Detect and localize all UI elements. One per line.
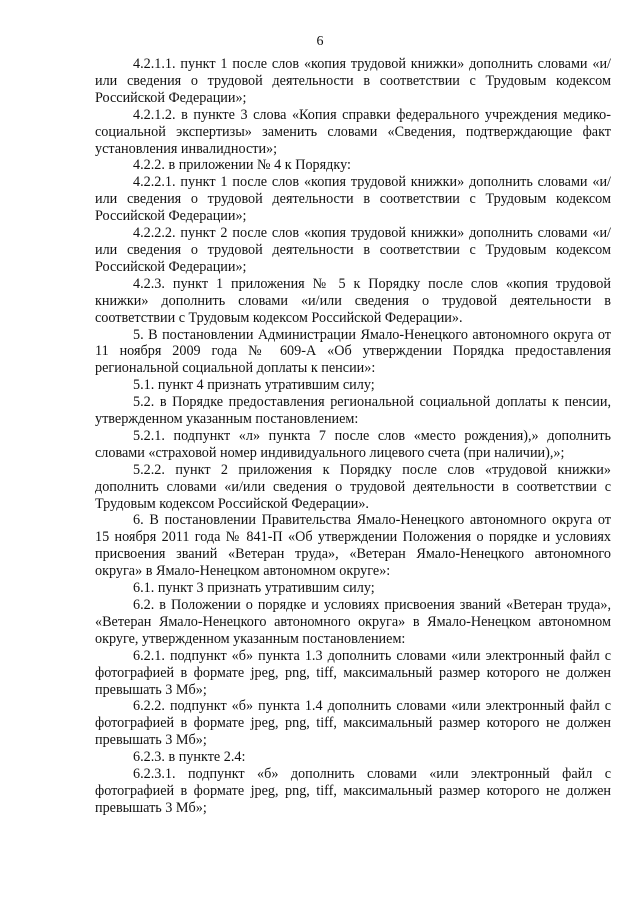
paragraph-5-2-2: 5.2.2. пункт 2 приложения к Порядку после слов «трудовой книжки» дополнить словами «и/или сведения о трудовой деятельности в соответствии с Трудовым кодексом Российской Федерации». <box>95 461 611 512</box>
paragraph-6-2-3-1: 6.2.3.1. подпункт «б» дополнить словами «или электронный файл с фотографией в формате jpeg, png, tiff, максимальный размер которого не должен превышать 3 Мб»; <box>95 766 611 816</box>
paragraph-6-2-3: 6.2.3. в пункте 2.4: <box>133 749 246 766</box>
paragraph-4-2-2-2: 4.2.2.2. пункт 2 после слов «копия трудовой книжки» дополнить словами «и/или сведения о трудовой деятельности в соответствии с Трудовым кодексом Российской Федерации»; <box>95 225 611 275</box>
paragraph-6-2-1: 6.2.1. подпункт «б» пункта 1.3 дополнить словами «или электронный файл с фотографией в формате jpeg, png, tiff, максимальный размер которого не должен превышать 3 Мб»; <box>95 647 611 698</box>
paragraph-5-2-1: 5.2.1. подпункт «л» пункта 7 после слов «место рождения),» дополнить словами «страховой номер индивидуального лицевого счета (при наличии),»; <box>95 427 611 461</box>
paragraph-5-2: 5.2. в Порядке предоставления региональной социальной доплаты к пенсии, утвержденном указанным постановлением: <box>95 394 611 428</box>
paragraph-6-2: 6.2. в Положении о порядке и условиях присвоения званий «Ветеран труда», «Ветеран Ямало-Ненецкого автономного округа» в Ямало-Ненецком автономном округе, утвержденном указанным постановлением: <box>95 597 611 647</box>
paragraph-4-2-2-1: 4.2.2.1. пункт 1 после слов «копия трудовой книжки» дополнить словами «и/или сведения о трудовой деятельности в соответствии с Трудовым кодексом Российской Федерации»; <box>95 174 611 225</box>
paragraph-5-1: 5.1. пункт 4 признать утратившим силу; <box>133 377 375 394</box>
document-body <box>95 56 611 817</box>
paragraph-4-2-1-1: 4.2.1.1. пункт 1 после слов «копия трудовой книжки» дополнить словами «и/или сведения о трудовой деятельности в соответствии с Трудовым кодексом Российской Федерации»; <box>95 56 611 106</box>
paragraph-6-1: 6.1. пункт 3 признать утратившим силу; <box>133 580 375 597</box>
paragraph-6: 6. В постановлении Правительства Ямало-Ненецкого автономного округа от 15 ноября 2011 года № 841-П «Об утверждении Положения о порядке и условиях присвоения званий «Ветеран труда», «Ветеран Ямало-Ненецкого автономного округа» в Ямало-Ненецком автономном округе»: <box>95 512 611 580</box>
paragraph-4-2-2: 4.2.2. в приложении № 4 к Порядку: <box>133 157 351 174</box>
paragraph-4-2-3: 4.2.3. пункт 1 приложения № 5 к Порядку после слов «копия трудовой книжки» дополнить словами «и/или сведения о трудовой деятельности в соответствии с Трудовым кодексом Российской Федерации». <box>95 275 611 326</box>
paragraph-4-2-1-2: 4.2.1.2. в пункте 3 слова «Копия справки федерального учреждения медико-социальной экспертизы» заменить словами «Сведения, подтверждающие факт установления инвалидности»; <box>95 106 611 157</box>
paragraph-5: 5. В постановлении Администрации Ямало-Ненецкого автономного округа от 11 ноября 2009 года № 609-А «Об утверждении Порядка предоставления региональной социальной доплаты к пенсии»: <box>95 326 611 377</box>
page-number: 6 <box>316 34 324 49</box>
paragraph-6-2-2: 6.2.2. подпункт «б» пункта 1.4 дополнить словами «или электронный файл с фотографией в формате jpeg, png, tiff, максимальный размер которого не должен превышать 3 Мб»; <box>95 698 611 749</box>
